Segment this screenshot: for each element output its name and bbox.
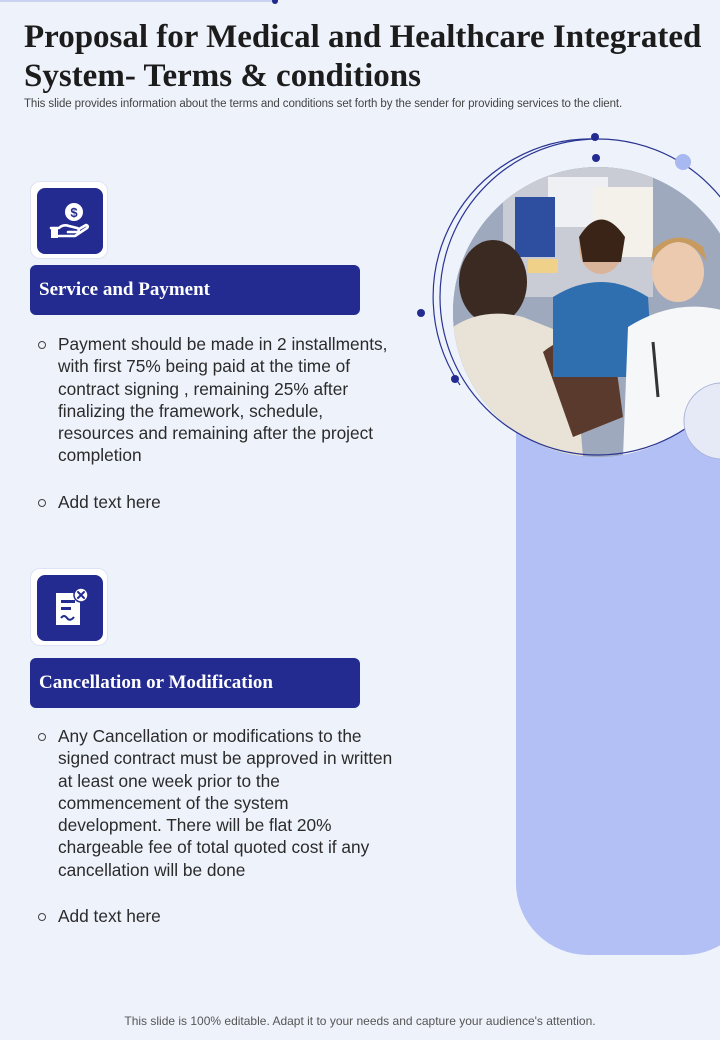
- cancel-document-icon: [50, 587, 90, 629]
- list-item: Add text here: [36, 905, 396, 927]
- cancellation-icon-background: [37, 575, 103, 641]
- service-payment-list: [36, 333, 396, 513]
- cancellation-modification-heading: Cancellation or Modification: [30, 658, 360, 708]
- hand-dollar-icon: [49, 201, 91, 241]
- page-subtitle: This slide provides information about the terms and conditions set forth by the sender for providing services to the client.: [24, 98, 623, 110]
- list-item: Payment should be made in 2 installments, with first 75% being paid at the time of contract signing , remaining 25% after finalizing the framework, schedule, resources and remaining after the project completion: [36, 333, 396, 467]
- top-divider-line: [0, 0, 275, 2]
- list-item: Any Cancellation or modifications to the signed contract must be approved in written at least one week prior to the commencement of the system development. There will be flat 20% chargeable fee of total quoted cost if any cancellation will be done: [36, 725, 396, 881]
- cancellation-icon-box: [30, 568, 108, 646]
- service-payment-heading: Service and Payment: [30, 265, 360, 315]
- top-divider-dot: [272, 0, 278, 4]
- payment-icon-background: [37, 188, 103, 254]
- svg-text:$: $: [70, 205, 78, 220]
- footer-note: This slide is 100% editable. Adapt it to your needs and capture your audience's attention.: [124, 1014, 596, 1028]
- page-title: Proposal for Medical and Healthcare Integrated System- Terms & conditions: [24, 19, 702, 94]
- payment-icon-box: [30, 181, 108, 259]
- cancellation-modification-list: [36, 725, 396, 927]
- list-item: Add text here: [36, 491, 396, 513]
- decorative-rings: [400, 125, 720, 505]
